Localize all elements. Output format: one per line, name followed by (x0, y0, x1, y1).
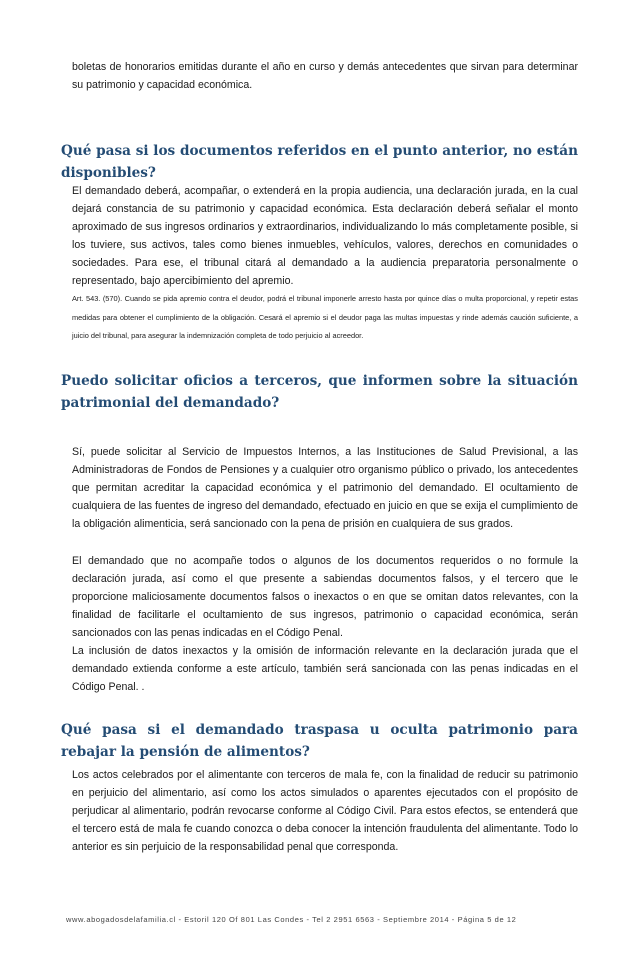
paragraph-datos-inexactos: La inclusión de datos inexactos y la omisión de información relevante en la declaración jurada que el demandado extienda conforme a este artículo, también será sancionada con las penas indicadas en el Código Penal. . (72, 645, 578, 694)
paragraph-solicitar-oficios: Sí, puede solicitar al Servicio de Impuestos Internos, a las Instituciones de Salud Previsional, a las Administradoras de Fondos de Pensiones y a cualquier otro organismo público o privado, los antecedentes que permitan acreditar la capacidad económica y el patrimonio del demandado. El ocultamiento de cualquiera de las fuentes de ingreso del demandado, efectuado en juicio en que se exija el cumplimiento de la obligación alimenticia, será sancionado con la pena de prisión en cualquiera de sus grados. (72, 446, 578, 531)
paragraph-declaracion-jurada: El demandado deberá, acompañar, o extenderá en la propia audiencia, una declaración jurada, en la cual dejará constancia de su patrimonio y capacidad económica. Esta declaración deberá señalar el monto aproximado de sus ingresos ordinarios y extraordinarios, individualizando lo más completamente posible, si los tuviere, sus activos, tales como bienes inmuebles, vehículos, valores, derechos en comunidades o sociedades. Para ese, el tribunal citará al demandado a la audiencia preparatoria personalmente o representado, bajo apercibimiento del apremio. (72, 185, 578, 288)
heading-documentos-no-disponibles: Qué pasa si los documentos referidos en el punto anterior, no están disponibles? (61, 143, 578, 181)
heading-traspaso-patrimonio: Qué pasa si el demandado traspasa u oculta patrimonio para rebajar la pensión de alimentos? (61, 722, 578, 760)
paragraph-documentos-falsos: El demandado que no acompañe todos o algunos de los documentos requeridos o no formule la declaración jurada, así como el que presente a sabiendas documentos falsos, y el tercero que le proporcione maliciosamente documentos falsos o inexactos o en que se omitan datos relevantes, con la finalidad de facilitarle el ocultamiento de sus ingresos, patrimonio o capacidad económica, serán sancionados con las penas indicadas en el Código Penal. (72, 555, 578, 640)
paragraph-actos-revocables: Los actos celebrados por el alimentante con terceros de mala fe, con la finalidad de reducir su patrimonio en perjuicio del alimentario, así como los actos simulados o aparentes ejecutados con el propósito de perjudicar al alimentario, podrán revocarse conforme al Código Civil. Para estos efectos, se entenderá que el tercero está de mala fe cuando conozca o deba conocer la intención fraudulenta del alimentante. Todo lo anterior es sin perjuicio de la responsabilidad penal que corresponda. (72, 769, 578, 854)
heading-oficios-terceros: Puedo solicitar oficios a terceros, que informen sobre la situación patrimonial del demandado? (61, 373, 578, 411)
page-footer: www.abogadosdelafamilia.cl - Estoril 120 Of 801 Las Condes - Tel 2 2951 6563 - Septiembre 2014 - Página 5 de 12 (66, 915, 517, 924)
article-543-paragraph: Art. 543. (570). Cuando se pida apremio contra el deudor, podrá el tribunal imponerle arresto hasta por quince días o multa proporcional, y repetir estas medidas para obtener el cumplimiento de la obligación. Cesará el apremio si el deudor paga las multas impuestas y rinde además caución suficiente, a juicio del tribunal, para asegurar la indemnización completa de todo perjuicio al acreedor. (72, 294, 578, 341)
intro-paragraph: boletas de honorarios emitidas durante el año en curso y demás antecedentes que sirvan para determinar su patrimonio y capacidad económica. (72, 61, 578, 92)
